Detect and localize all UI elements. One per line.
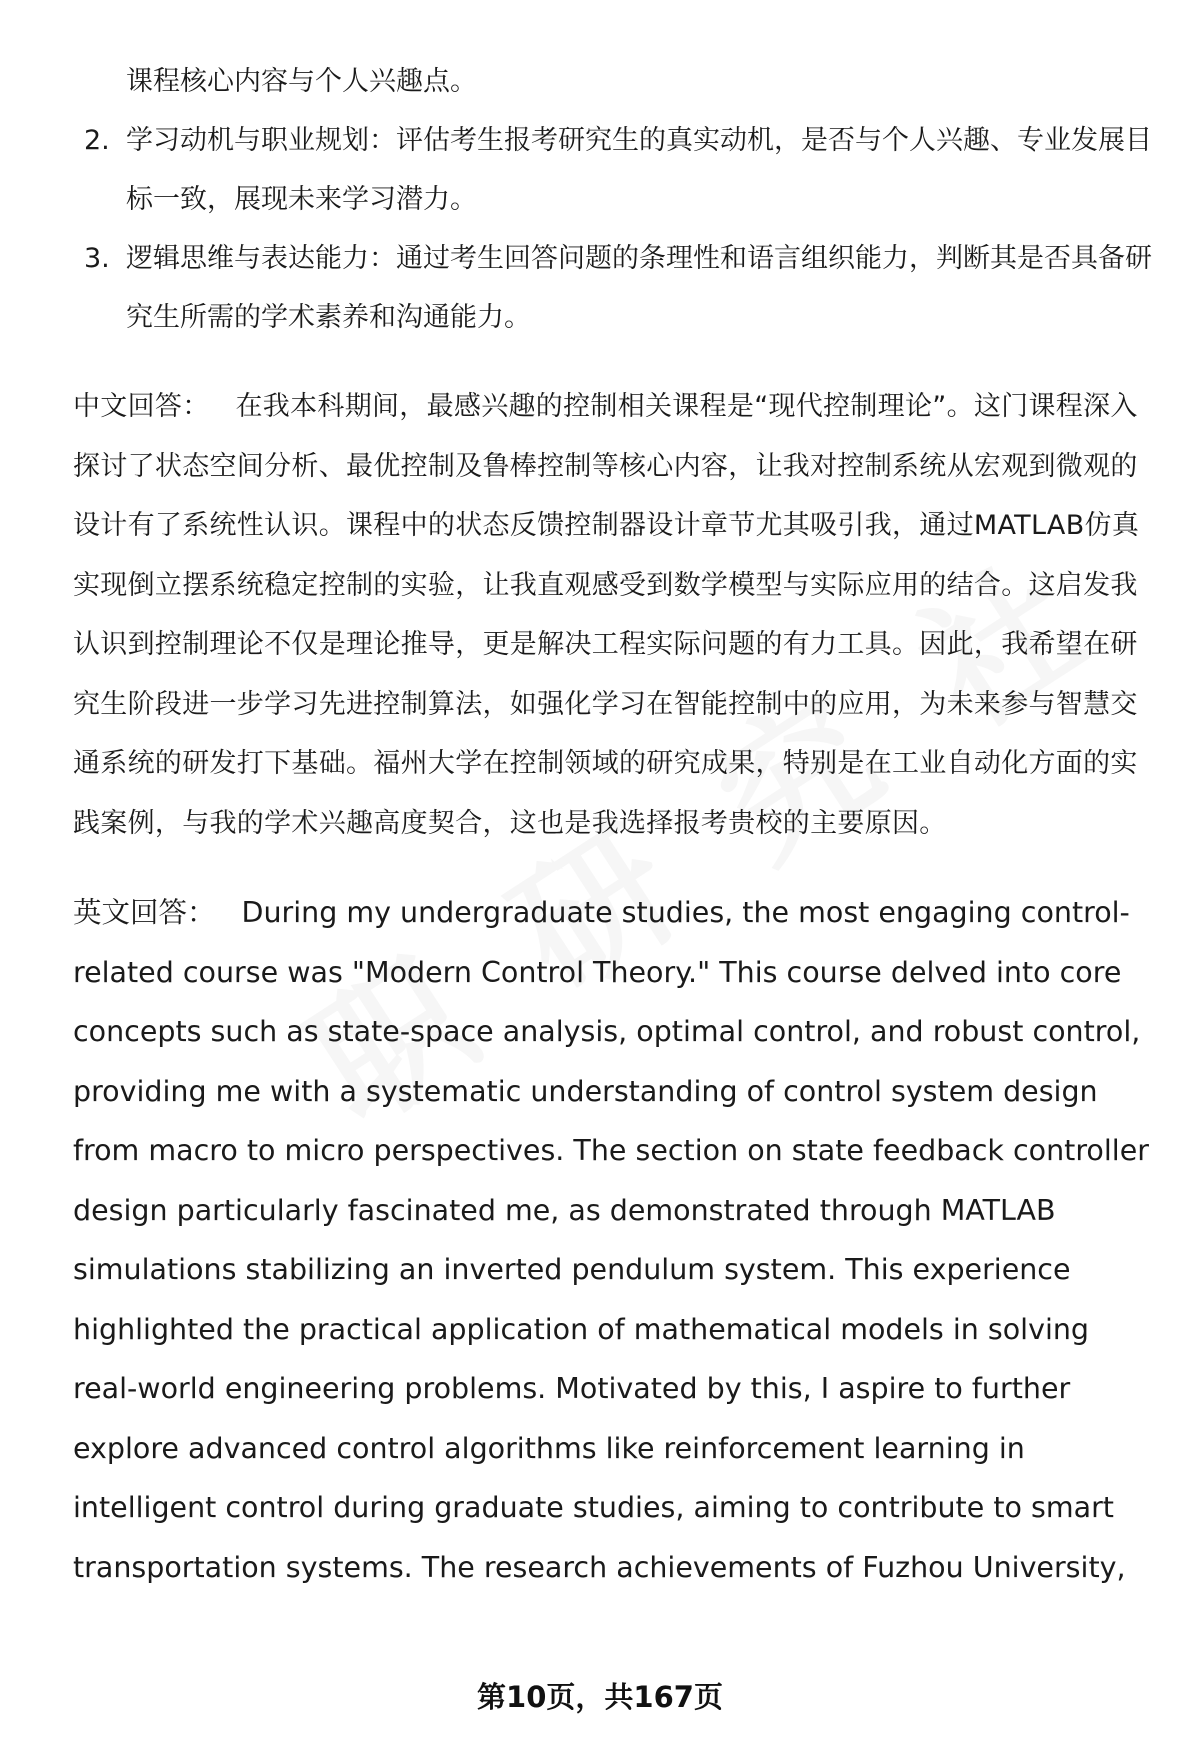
english-answer-paragraph (73, 883, 1158, 1597)
list-item-continuation: 课程核心内容与个人兴趣点。 (126, 66, 477, 97)
page-number: 第10页，共167页 (477, 1680, 723, 1714)
list-item-text: 学习动机与职业规划：评估考生报考研究生的真实动机，是否与个人兴趣、专业发展目标一致，展现未来学习潜力。 (126, 125, 1152, 215)
list-item (73, 111, 1158, 229)
english-answer-text: During my undergraduate studies, the most engaging control-related course was "Modern Control Theory." This course delved into core concepts such as state-space analysis, optimal control, and robust control, providing me with a systematic understanding of control system design from macro to micro perspectives. The section on state feedback controller design particularly fascinated me, as demonstrated through MATLAB simulations stabilizing an inverted pendulum system. This experience highlighted the practical application of mathematical models in solving real-world engineering problems. Motivated by this, I aspire to further explore advanced control algorithms like reinforcement learning in intelligent control during graduate studies, aiming to contribute to smart transportation systems. The research achievements of Fuzhou University, (73, 896, 1149, 1584)
list-item-text: 逻辑思维与表达能力：通过考生回答问题的条理性和语言组织能力，判断其是否具备研究生所需的学术素养和沟通能力。 (126, 243, 1152, 333)
page-content (73, 52, 1158, 1597)
list-item-number: 2. (84, 125, 110, 156)
list-item (73, 229, 1158, 347)
chinese-answer-paragraph (73, 377, 1158, 853)
list-item-number: 3. (84, 243, 110, 274)
chinese-answer-text: 在我本科期间，最感兴趣的控制相关课程是“现代控制理论”。这门课程深入探讨了状态空间分析、最优控制及鲁棒控制等核心内容，让我对控制系统从宏观到微观的设计有了系统性认识。课程中的状态反馈控制器设计章节尤其吸引我，通过MATLAB仿真实现倒立摆系统稳定控制的实验，让我直观感受到数学模型与实际应用的结合。这启发我认识到控制理论不仅是理论推导，更是解决工程实际问题的有力工具。因此，我希望在研究生阶段进一步学习先进控制算法，如强化学习在智能控制中的应用，为未来参与智慧交通系统的研发打下基础。福州大学在控制领域的研究成果，特别是在工业自动化方面的实践案例，与我的学术兴趣高度契合，这也是我选择报考贵校的主要原因。 (73, 391, 1140, 839)
chinese-answer-label: 中文回答： (73, 391, 210, 422)
english-answer-label: 英文回答： (73, 896, 216, 929)
criteria-list (73, 111, 1158, 347)
